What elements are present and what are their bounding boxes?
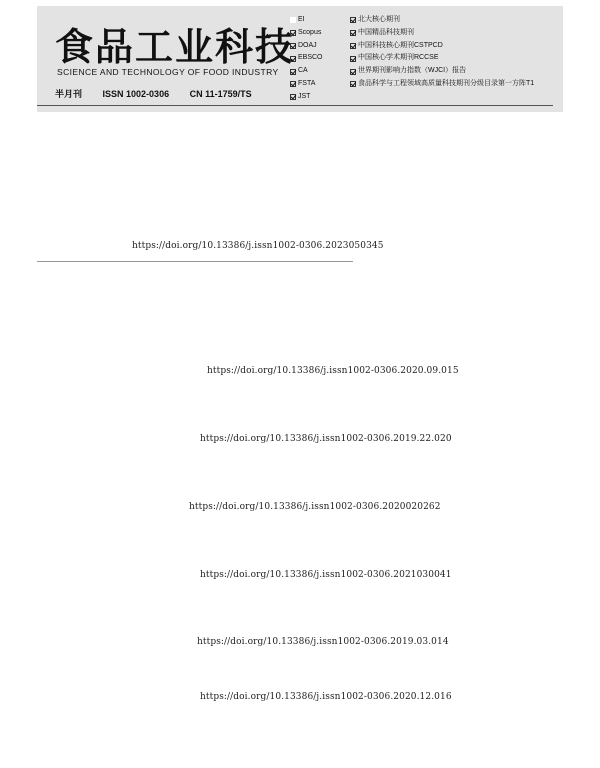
indexing-item-doaj [290, 40, 323, 53]
indexing-label: 中国精品科技期刊 [358, 28, 414, 36]
checkbox-icon [290, 69, 296, 75]
checkbox-icon [350, 30, 356, 36]
checkbox-icon [350, 43, 356, 49]
indexing-label: 世界期刊影响力指数（WJCI）报告 [358, 67, 467, 75]
indexing-item-fsta [290, 78, 323, 91]
indexing-item-ca [290, 65, 323, 78]
indexing-label: 食品科学与工程领域高质量科技期刊分级目录第一方阵T1 [358, 79, 535, 87]
indexing-list-left [290, 14, 323, 104]
doi-link-4[interactable]: https://doi.org/10.13386/j.issn1002-0306.2020020262 [189, 502, 441, 512]
indexing-label: Scopus [298, 28, 322, 36]
doi-link-6[interactable]: https://doi.org/10.13386/j.issn1002-0306.2019.03.014 [197, 637, 449, 647]
journal-title-en: SCIENCE AND TECHNOLOGY OF FOOD INDUSTRY [57, 67, 279, 77]
checkbox-icon [290, 43, 296, 49]
checkbox-icon [290, 94, 296, 100]
journal-header [37, 6, 563, 112]
doi-link-7[interactable]: https://doi.org/10.13386/j.issn1002-0306.2020.12.016 [200, 692, 452, 702]
indexing-item-rccse [350, 52, 534, 65]
indexing-item-scopus [290, 27, 323, 40]
indexing-label: 中国核心学术期刊RCCSE [358, 54, 439, 62]
indexing-label: DOAJ [298, 41, 317, 49]
indexing-item-excellent-journal [350, 27, 534, 40]
journal-title-cn: 食品工业科技 [55, 24, 296, 69]
checkbox-icon [350, 17, 356, 23]
checkbox-icon [290, 56, 296, 62]
indexing-label: EI [298, 16, 305, 23]
indexing-item-ei [290, 14, 323, 27]
indexing-item-jst [290, 91, 323, 104]
indexing-label: 北大核心期刊 [358, 16, 400, 23]
checkbox-icon [350, 81, 356, 87]
indexing-label: JST [298, 92, 311, 100]
doi-link-2[interactable]: https://doi.org/10.13386/j.issn1002-0306.2020.09.015 [207, 366, 459, 376]
indexing-label: 中国科技核心期刊CSTPCD [358, 41, 443, 49]
checkbox-icon [350, 56, 356, 62]
indexing-item-cstpcd [350, 40, 534, 53]
indexing-label: CA [298, 67, 308, 75]
doi-link-5[interactable]: https://doi.org/10.13386/j.issn1002-0306.2021030041 [200, 570, 452, 580]
indexing-item-wjci [350, 65, 534, 78]
indexing-label: EBSCO [298, 54, 323, 62]
frequency-label: 半月刊 [55, 89, 83, 99]
publication-info [55, 87, 270, 100]
checkbox-icon [290, 17, 296, 23]
indexing-label: FSTA [298, 79, 316, 87]
checkbox-icon [350, 69, 356, 75]
doi-link-1[interactable]: https://doi.org/10.13386/j.issn1002-0306.2023050345 [132, 241, 384, 251]
indexing-list-right [350, 14, 534, 91]
cn-label: CN 11-1759/TS [189, 89, 252, 99]
doi-link-3[interactable]: https://doi.org/10.13386/j.issn1002-0306.2019.22.020 [200, 434, 452, 444]
indexing-item-pku-core [350, 14, 534, 27]
indexing-item-ebsco [290, 52, 323, 65]
issn-label: ISSN 1002-0306 [102, 89, 170, 99]
checkbox-icon [290, 30, 296, 36]
indexing-item-t1 [350, 78, 534, 91]
doi-divider [37, 261, 353, 262]
header-divider [37, 105, 553, 106]
checkbox-icon [290, 81, 296, 87]
